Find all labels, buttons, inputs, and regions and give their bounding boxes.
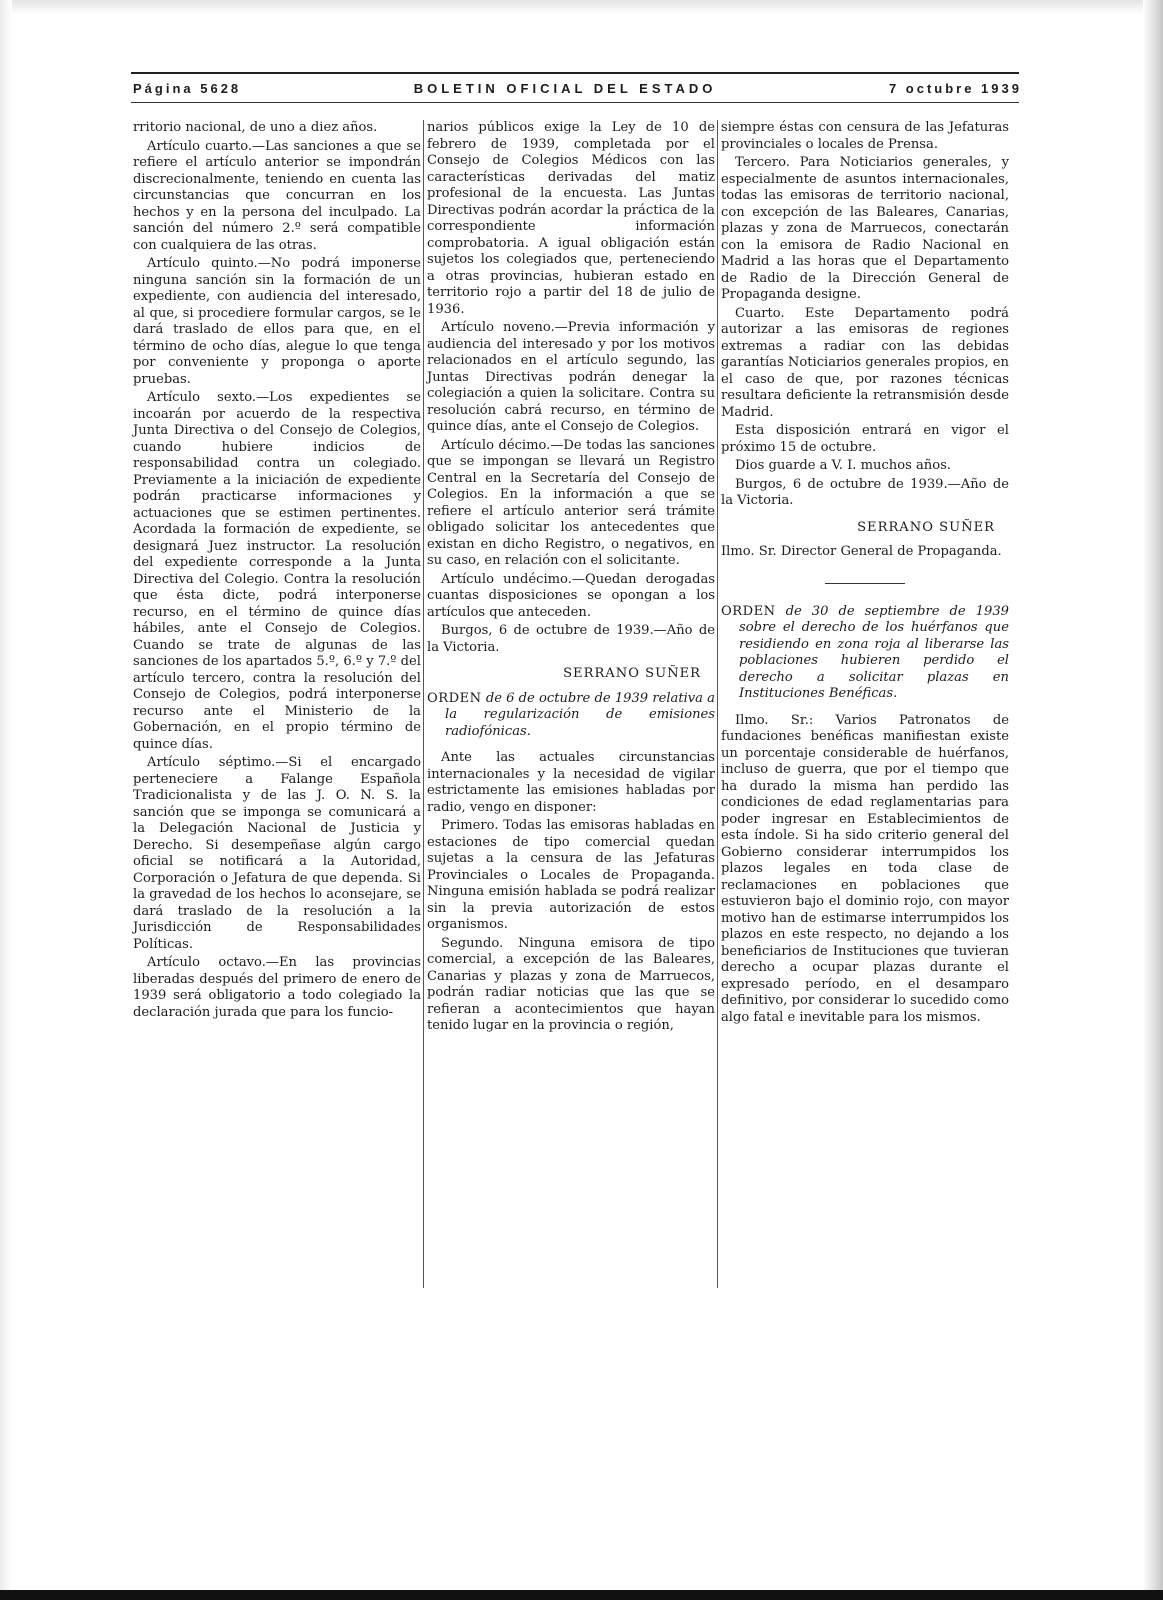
paragraph: Tercero. Para Noticiarios generales, y especialmente de asuntos internacionales, todas las emisoras de territorio nacional, con excepción de las Baleares, Canarias, plazas y zona de Marruecos, conectarán con la emisora de Radio Nacional en Madrid a las horas que el Departamento de Radio de la Dirección General de Propaganda designe. [721, 155, 1009, 302]
paragraph: Artículo sexto.—Los expedientes se incoarán por acuerdo de la respectiva Junta Directiva o del Consejo de Colegios, cuando hubiere indicios de responsabilidad contra un colegiado. Previamente a la iniciación de expediente podrán practicarse informaciones y actuaciones que se estimen pertinentes. Acordada la formación de expediente, se designará Juez instructor. La resolución del expediente corresponde a la Junta Directiva del Colegio. Contra la resolución que ésta dicte, podrá interponerse recurso, en el término de quince días hábiles, ante el Consejo de Colegios. Cuando se trate de algunas de las sanciones de los apartados 5.º, 6.º y 7.º del artículo tercero, contra la resolución del Consejo de Colegios, podrá interponerse recurso ante el Ministerio de la Gobernación, en el propio término de quince días. [133, 390, 421, 752]
scan-edge-right [1143, 0, 1163, 1600]
column-divider [717, 120, 718, 1288]
paragraph: Artículo undécimo.—Quedan derogadas cuantas disposiciones se opongan a los artículos que anteceden. [427, 571, 715, 620]
column-3 [721, 120, 1009, 1028]
issue-date: 7 octubre 1939 [888, 81, 1022, 96]
scan-edge-top [0, 0, 1163, 14]
section-separator [825, 583, 905, 584]
orden-title: de 30 de septiembre de 1939 sobre el derecho de los huérfanos que residiendo en zona roja al liberarse las poblaciones hubieren perdido el derecho a solicitar plazas en Instituciones Benéficas. [739, 603, 1009, 701]
page-number: Página 5628 [133, 81, 242, 96]
orden-heading [427, 691, 715, 741]
orden-label: ORDEN [427, 690, 482, 706]
paragraph: Burgos, 6 de octubre de 1939.—Año de la Victoria. [427, 623, 715, 655]
header-rule [131, 102, 1019, 103]
paragraph: siempre éstas con censura de las Jefaturas provinciales o locales de Prensa. [721, 120, 1009, 152]
paragraph: narios públicos exige la Ley de 10 de febrero de 1939, completada por el Consejo de Colegios Médicos con las características derivadas del matiz profesional de la encuesta. Las Juntas Directivas podrán acordar la práctica de la correspondiente información comprobatoria. A igual obligación están sujetos los colegiados que, perteneciendo a otras provincias, hubieran estado en territorio rojo a partir del 18 de julio de 1936. [427, 120, 715, 317]
paragraph: Cuarto. Este Departamento podrá autorizar a las emisoras de regiones extremas a radiar con las debidas garantías Noticiarios generales propios, en el caso de que, por razones técnicas resultara deficiente la retransmisión desde Madrid. [721, 305, 1009, 420]
paragraph: Artículo décimo.—De todas las sanciones que se impongan se llevará un Registro Central en la Secretaría del Consejo de Colegios. En la información a que se refiere el artículo anterior será trámite obligado solicitar los antecedentes que existan en dicho Registro, o negativos, en su caso, en relación con el solicitante. [427, 437, 715, 568]
paragraph: Segundo. Ninguna emisora de tipo comercial, a excepción de las Baleares, Canarias y plazas y zona de Marruecos, podrán radiar noticias que las que se refieran a acontecimientos que hayan tenido lugar en la provincia o región, [427, 935, 715, 1033]
paragraph: Artículo cuarto.—Las sanciones a que se refiere el artículo anterior se impondrán discrecionalmente, teniendo en cuenta las circunstancias que concurran en los hechos y en la persona del inculpado. La sanción del número 2.º será compatible con cualquiera de las otras. [133, 138, 421, 253]
orden-label: ORDEN [721, 603, 776, 619]
gazette-page [131, 72, 1024, 1320]
paragraph: Artículo noveno.—Previa información y audiencia del interesado y por los motivos relacionados en el artículo segundo, las Juntas Directivas podrán denegar la colegiación a quien la solicitare. Contra su resolución cabrá recurso, en término de quince días, ante el Consejo de Colegios. [427, 320, 715, 434]
paragraph: Artículo octavo.—En las provincias liberadas después del primero de enero de 1939 será obligatorio a todo colegiado la declaración jurada que para los funcio- [133, 955, 421, 1020]
signature: SERRANO SUÑER [857, 519, 995, 535]
paragraph: Dios guarde a V. I. muchos años. [735, 458, 951, 473]
page-header [131, 81, 1024, 96]
paragraph: Artículo séptimo.—Si el encargado perteneciere a Falange Española Tradicionalista y de las J. O. N. S. la sanción que se imponga se comunicará a la Delegación Nacional de Justicia y Derecho. Si desempeñase algún cargo oficial se notificará a la Autoridad, Corporación o Jefatura de que dependa. Si la gravedad de los hechos lo aconsejare, se dará traslado de la resolución a la Jurisdicción de Responsabilidades Políticas. [133, 755, 421, 952]
publication-title: BOLETIN OFICIAL DEL ESTADO [413, 81, 717, 96]
signature: SERRANO SUÑER [563, 666, 701, 681]
addressee: Ilmo. Sr. Director General de Propaganda. [721, 544, 1002, 559]
column-1 [133, 120, 421, 1023]
paragraph: Primero. Todas las emisoras habladas en estaciones de tipo comercial quedan sujetas a la censura de las Jefaturas Provinciales o Locales de Propaganda. Ninguna emisión hablada se podrá realizar sin la previa autorización de estos organismos. [427, 818, 715, 932]
paragraph: Burgos, 6 de octubre de 1939.—Año de la Victoria. [721, 476, 1009, 508]
column-2 [427, 120, 715, 1037]
text-columns [131, 120, 1024, 1320]
paragraph: Artículo quinto.—No podrá imponerse ninguna sanción sin la formación de un expediente, con audiencia del interesado, al que, si procediere formular cargos, se le dará traslado de ellos para que, en el término de ocho días, alegue lo que tenga por conveniente y proponga o aporte pruebas. [133, 256, 421, 387]
scan-edge-bottom [0, 1590, 1163, 1600]
orden-title: de 6 de octubre de 1939 relativa a la regularización de emisiones radiofónicas. [445, 690, 715, 739]
paragraph: Esta disposición entrará en vigor el próximo 15 de octubre. [721, 423, 1009, 455]
top-rule [131, 72, 1019, 74]
scan-edge-left [0, 0, 12, 1600]
paragraph: Ante las actuales circunstancias internacionales y la necesidad de vigilar estrictamente las emisiones habladas por radio, vengo en disponer: [427, 750, 715, 815]
orden-heading [721, 604, 1009, 703]
paragraph: Ilmo. Sr.: Varios Patronatos de fundaciones benéficas manifiestan existe un porcentaje considerable de huérfanos, incluso de guerra, que por el tiempo que ha durado la misma han perdido las condiciones de edad reglamentarias para poder ingresar en Establecimientos de esta índole. Si ha sido criterio general del Gobierno considerar interrumpidos los plazos legales en toda clase de reclamaciones en poblaciones que estuvieron bajo el dominio rojo, con mayor motivo han de estimarse interrumpidos los plazos en este respecto, no dejando a los beneficiarios de Instituciones que tuvieran derecho a ocupar plazas durante el expresado período, en el desamparo definitivo, por considerar lo sucedido como algo fatal e inevitable para los mismos. [721, 712, 1009, 1025]
column-divider [423, 120, 424, 1288]
paragraph: rritorio nacional, de uno a diez años. [133, 120, 378, 135]
